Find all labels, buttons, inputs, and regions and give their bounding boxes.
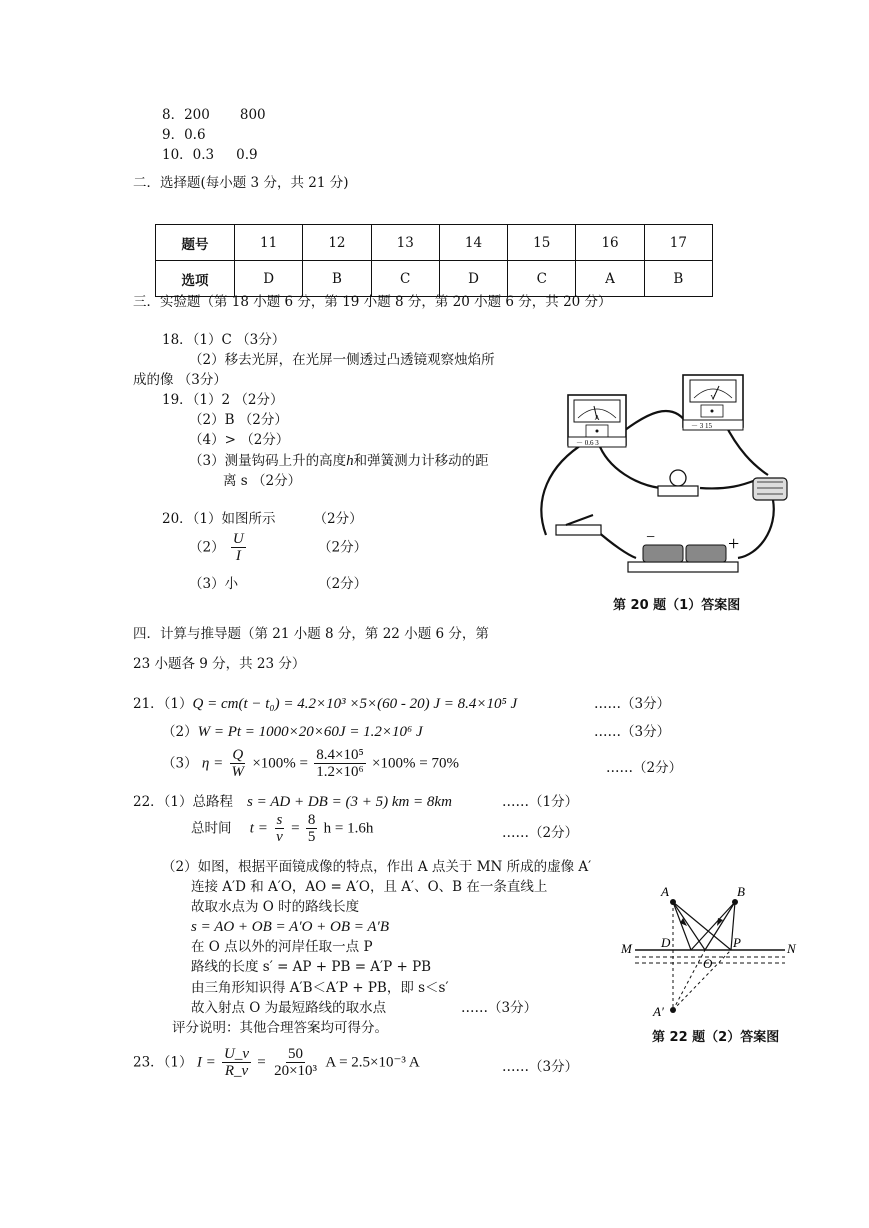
q22-time-score: ……（2分） — [502, 825, 579, 841]
table-cell: 16 — [576, 225, 644, 261]
q21-2-score: ……（3分） — [594, 724, 671, 740]
q22-2-l8: 故入射点 O 为最短路线的取水点 — [191, 1000, 387, 1016]
ammeter-icon — [568, 395, 626, 447]
q19-3b: 离 s （2分） — [223, 473, 302, 489]
mirror-diagram — [615, 878, 805, 1018]
q22-2-l3: 故取水点为 O 时的路线长度 — [191, 899, 360, 915]
q20-2: （2） $\frac{U}{I}$ （2分） — [189, 531, 368, 564]
q20-3: （3）小 （2分） — [189, 576, 368, 592]
svg-text:M: M — [621, 941, 632, 956]
q22-2-l2: 连接 A′D 和 A′O，AO = A′O，且 A′、O、B 在一条直线上 — [191, 879, 548, 895]
q19-1: 19．（1）2 （2分） — [162, 392, 284, 408]
svg-text:−: − — [646, 529, 656, 546]
answer-9: 9．0.6 — [162, 127, 206, 143]
table-cell: 14 — [439, 225, 507, 261]
row-header: 题号 — [156, 225, 235, 261]
switch-icon — [556, 515, 601, 535]
table-row — [156, 261, 713, 297]
table-cell: D — [235, 261, 303, 297]
table-cell: A — [576, 261, 644, 297]
svg-text:P: P — [733, 935, 741, 950]
q21-1: 21．（1）Q = cm(t − t₀) = 4.2×10³ ×5×(60 - 20) J = 8.4×10⁵ J — [133, 696, 518, 712]
light-bulb-icon — [658, 470, 698, 496]
table-cell: C — [371, 261, 439, 297]
table-row — [156, 225, 713, 261]
svg-text:B: B — [737, 884, 745, 899]
svg-text:A: A — [661, 884, 669, 899]
table-cell: 13 — [371, 225, 439, 261]
q22-2-l1: （2）如图，根据平面镜成像的特点，作出 A 点关于 MN 所成的虚像 A′ — [162, 859, 592, 875]
svg-text:－ 0.6 3: － 0.6 3 — [576, 439, 599, 447]
fig22-caption: 第 22 题（2）答案图 — [652, 1030, 780, 1045]
q20-1: 20．（1）如图所示 （2分） — [162, 511, 363, 527]
q19-3a: （3）测量钩码上升的高度h和弹簧测力计移动的距 — [189, 453, 489, 469]
svg-text:A′: A′ — [653, 1004, 664, 1018]
voltmeter-icon — [683, 375, 743, 430]
q21-1-score: ……（3分） — [594, 696, 671, 712]
circuit-diagram — [528, 370, 788, 585]
section4-title-a: 四．计算与推导题（第 21 小题 8 分，第 22 小题 6 分，第 — [133, 626, 489, 642]
svg-text:A: A — [594, 414, 600, 422]
section3-title: 三．实验题（第 18 小题 6 分，第 19 小题 8 分，第 20 小题 6 分，共 20 分） — [133, 294, 612, 310]
q22-1: 22．（1）总路程 s = AD + DB = (3 + 5) km = 8km — [133, 794, 452, 810]
q21-3-score: ……（2分） — [606, 760, 683, 776]
q22-2-score: ……（3分） — [461, 1000, 538, 1016]
section2-title: 二．选择题(每小题 3 分，共 21 分) — [133, 175, 349, 191]
q22-2-l4: s = AO + OB = A′O + OB = A′B — [191, 919, 390, 935]
svg-text:V: V — [710, 394, 716, 402]
table-cell: B — [644, 261, 712, 297]
row-header: 选项 — [156, 261, 235, 297]
q23-1-score: ……（3分） — [502, 1059, 579, 1075]
q22-note: 评分说明：其他合理答案均可得分。 — [172, 1020, 388, 1036]
section4-title-b: 23 小题各 9 分，共 23 分） — [133, 656, 306, 672]
svg-text:+: + — [728, 533, 740, 555]
rheostat-icon — [753, 478, 787, 500]
table-cell: C — [508, 261, 576, 297]
svg-text:O: O — [703, 956, 713, 971]
q21-2: （2）W = Pt = 1000×20×60J = 1.2×10⁶ J — [162, 724, 423, 740]
q21-3: （3） η = $\frac{Q}{W}$ ×100% = $\frac{\text{8.4×10⁵}}{\text{1.2×10⁶}}$ ×100% = 70% — [162, 747, 459, 780]
svg-text:D: D — [661, 935, 671, 950]
answer-10: 10．0.3 0.9 — [162, 147, 258, 163]
table-cell: 11 — [235, 225, 303, 261]
table-cell: B — [303, 261, 371, 297]
svg-text:N: N — [787, 941, 796, 956]
q23-1: 23．（1） I = $\frac{U\_v}{R\_v}$ = $\frac{50}{\text{20×10³}}$ A = 2.5×10⁻³ A — [133, 1046, 420, 1079]
q18-2a: （2）移去光屏，在光屏一侧透过凸透镜观察烛焰所 — [189, 352, 495, 368]
q22-2-l7: 由三角形知识得 A′B＜A′P + PB，即 s＜s′ — [191, 980, 449, 996]
table-cell: 15 — [508, 225, 576, 261]
svg-text:－ 3 15: － 3 15 — [691, 422, 712, 430]
choice-answer-table — [155, 224, 713, 297]
q22-time: 总时间 t = $\frac{s}{v}$ = $\frac{8}{5}$ h = 1.6h — [191, 812, 374, 845]
table-cell: 17 — [644, 225, 712, 261]
q19-4: （4）> （2分） — [189, 432, 290, 448]
answer-8: 8．200 800 — [162, 107, 266, 123]
q19-2: （2）B （2分） — [189, 412, 288, 428]
table-cell: D — [439, 261, 507, 297]
q22-2-l6: 路线的长度 s′ = AP + PB = A′P + PB — [191, 959, 432, 975]
q18-2b: 成的像 （3分） — [133, 372, 227, 388]
q22-2-l5: 在 O 点以外的河岸任取一点 P — [191, 939, 373, 955]
fig20-caption: 第 20 题（1）答案图 — [613, 598, 741, 613]
table-cell: 12 — [303, 225, 371, 261]
battery-icon — [628, 529, 739, 572]
q22-1-score: ……（1分） — [502, 794, 579, 810]
q18-1: 18．（1）C （3分） — [162, 332, 286, 348]
